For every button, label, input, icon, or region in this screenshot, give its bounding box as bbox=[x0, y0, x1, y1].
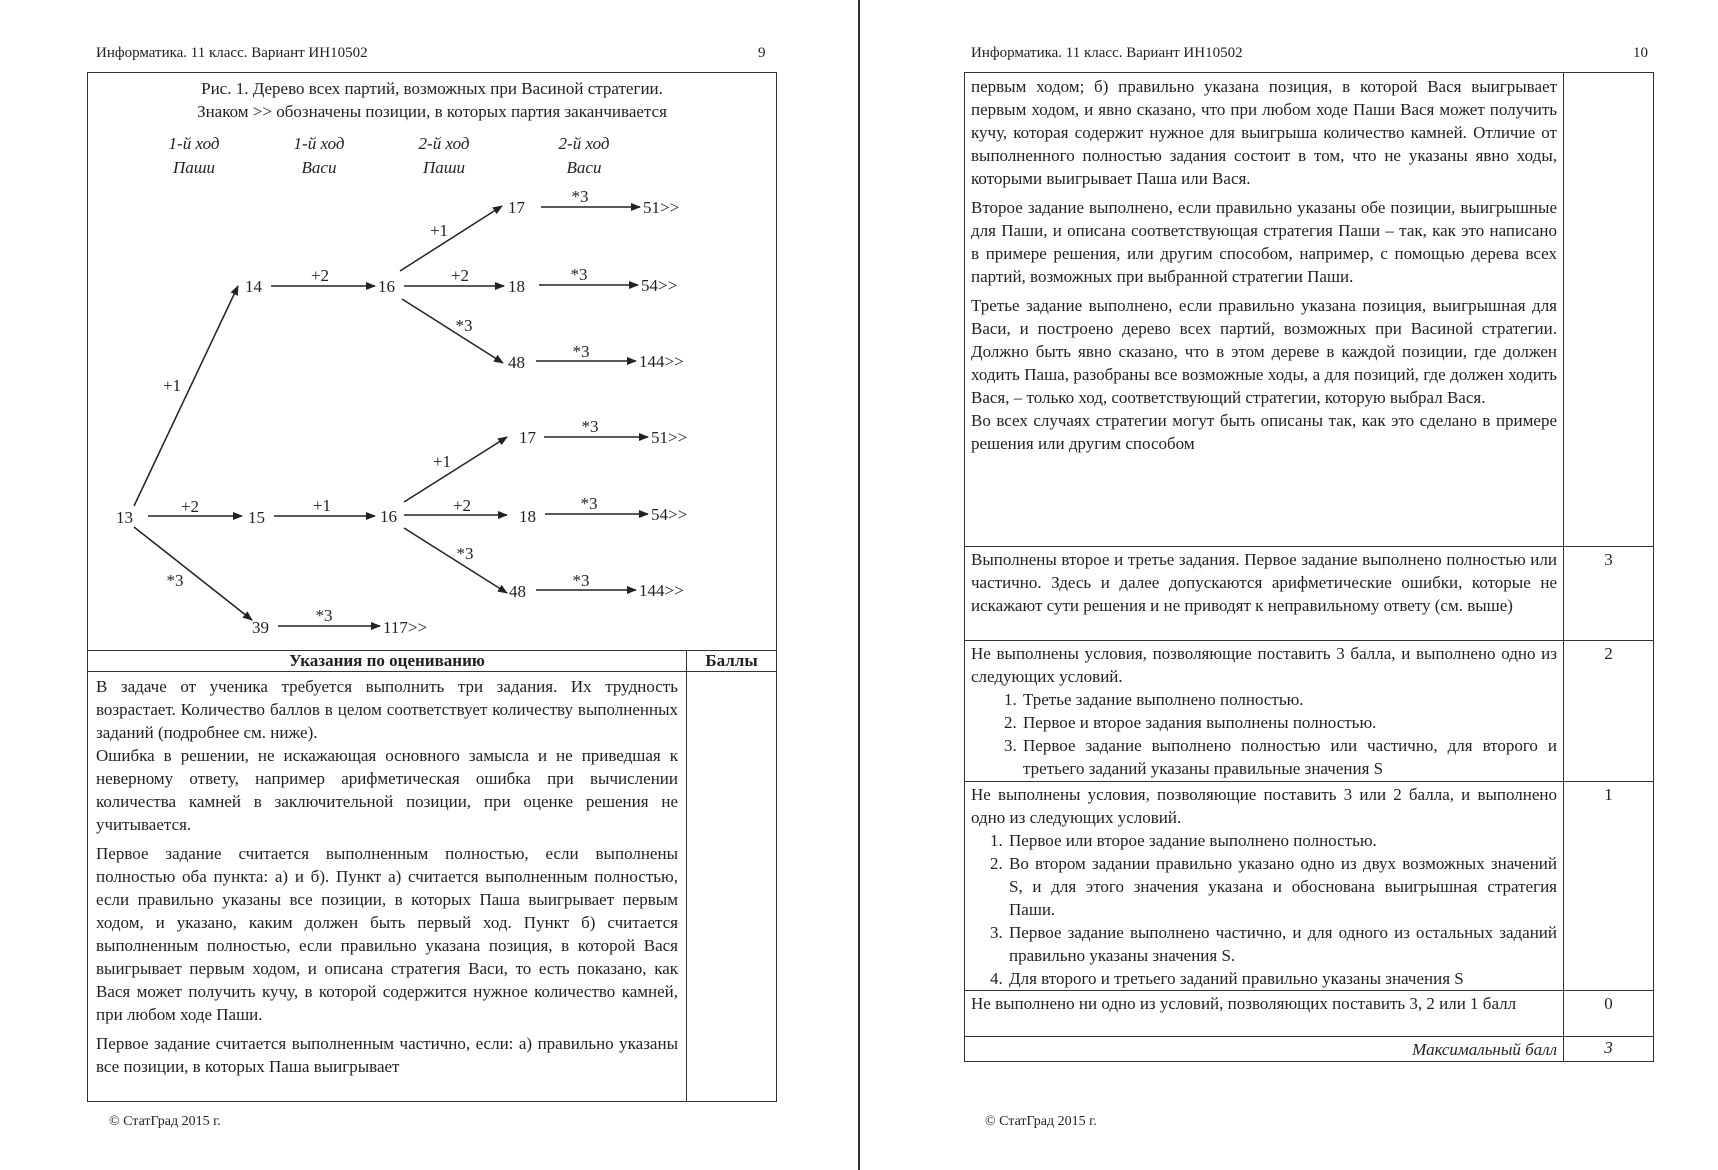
edge-label: +2 bbox=[452, 496, 472, 515]
tree-node: 48 bbox=[508, 353, 525, 372]
score-value: 3 bbox=[1604, 550, 1613, 569]
column-header: 1-й ход bbox=[293, 134, 345, 153]
max-score-label: Максимальный балл bbox=[1412, 1040, 1557, 1059]
divider bbox=[88, 671, 776, 672]
criteria-row: Не выполнено ни одно из условий, позволяющих поставить 3, 2 или 1 балл bbox=[971, 994, 1517, 1013]
condition-intro: Не выполнены условия, позволяющие поставить 3 или 2 балла, и выполнено одно из следующих условий. bbox=[971, 785, 1557, 827]
content-frame bbox=[87, 72, 777, 1102]
tree-node: 51>> bbox=[643, 198, 680, 217]
edge-label: *3 bbox=[580, 494, 598, 513]
page-header: Информатика. 11 класс. Вариант ИН10502 bbox=[96, 45, 368, 61]
tree-node: 48 bbox=[509, 582, 526, 601]
page-footer: © СтатГрад 2015 г. bbox=[985, 1114, 1097, 1129]
row-divider bbox=[965, 640, 1653, 641]
tree-node: 144>> bbox=[639, 581, 684, 600]
edge-label: +2 bbox=[450, 266, 470, 285]
edge-label: +2 bbox=[180, 497, 200, 516]
score-value: 2 bbox=[1604, 644, 1613, 663]
column-header: 1-й ход bbox=[168, 134, 220, 153]
tree-node: 14 bbox=[245, 277, 262, 296]
page-header: Информатика. 11 класс. Вариант ИН10502 bbox=[971, 45, 1243, 61]
criteria-row bbox=[971, 642, 1557, 780]
condition-list bbox=[971, 829, 1557, 990]
tree-node: 51>> bbox=[651, 428, 688, 447]
caption-line: Рис. 1. Дерево всех партий, возможных при Васиной стратегии. bbox=[201, 79, 663, 98]
criteria-row: Выполнены второе и третье задания. Первое задание выполнено полностью или частично. Здесь и далее допускаются арифметические ошибки, которые не искажают сути решения и не приводят к неправильному ответу (см. выше) bbox=[971, 550, 1557, 615]
column-header: Васи bbox=[301, 158, 337, 177]
tree-node: 17 bbox=[508, 198, 525, 217]
max-score-value: 3 bbox=[1604, 1038, 1613, 1057]
edge-label: *3 bbox=[315, 606, 333, 625]
tree-node: 117>> bbox=[383, 618, 428, 637]
page-number: 9 bbox=[758, 45, 766, 61]
row-divider bbox=[965, 781, 1653, 782]
condition-intro: Не выполнены условия, позволяющие поставить 3 балла, и выполнено одно из следующих условий. bbox=[971, 644, 1557, 686]
condition-list bbox=[971, 688, 1557, 780]
paragraph: первым ходом; б) правильно указана позиция, в которой Вася выигрывает первым ходом, и явно сказано, что при любом ходе Паши Вася может получить кучу, которая содержит нужное для выигрыша количество камней. Отличие от выполненного полностью задания состоит в том, что не указаны явно ходы, которыми выигрывает Паша или Вася. bbox=[971, 77, 1557, 188]
tree-node: 54>> bbox=[651, 505, 688, 524]
column-divider bbox=[686, 650, 687, 1101]
condition-item: 1. Первое или второе задание выполнено полностью. bbox=[1007, 829, 1557, 852]
edge-label: *3 bbox=[572, 571, 590, 590]
column-header: 2-й ход bbox=[558, 134, 610, 153]
row-divider bbox=[965, 546, 1653, 547]
paragraph: Во всех случаях стратегии могут быть описаны так, как это сделано в примере решения или другим способом bbox=[971, 411, 1557, 453]
edge-label: +1 bbox=[429, 221, 449, 240]
column-header: Васи bbox=[566, 158, 602, 177]
edge-label: *3 bbox=[572, 342, 590, 361]
table-header-points: Баллы bbox=[705, 651, 758, 670]
edge-label: +1 bbox=[312, 496, 332, 515]
condition-item: 2. Первое и второе задания выполнены полностью. bbox=[1021, 711, 1557, 734]
page-number: 10 bbox=[1633, 45, 1648, 61]
edge-arrow bbox=[402, 299, 503, 363]
tree-node: 16 bbox=[378, 277, 395, 296]
edge-label: *3 bbox=[571, 187, 589, 206]
score-value: 0 bbox=[1604, 994, 1613, 1013]
tree-node: 54>> bbox=[641, 276, 678, 295]
edge-label: *3 bbox=[570, 265, 588, 284]
paragraph: Первое задание считается выполненным частично, если: а) правильно указаны все позиции, в которых Паша выигрывает bbox=[96, 1034, 678, 1076]
edge-arrow bbox=[400, 206, 502, 271]
edge-label: +1 bbox=[162, 376, 182, 395]
column-header: 2-й ход bbox=[418, 134, 470, 153]
condition-item: 4. Для второго и третьего заданий правильно указаны значения S bbox=[1007, 967, 1557, 990]
right-page bbox=[860, 0, 1718, 1170]
edge-label: *3 bbox=[455, 316, 473, 335]
criteria-row bbox=[971, 75, 1557, 455]
paragraph: Второе задание выполнено, если правильно указаны обе позиции, выигрышные для Паши, и описана соответствующая стратегия Паши – так, как это написано в примере решения, или другим способом, например, с помощью дерева всех партий, возможных при выбранной стратегии Паши. bbox=[971, 198, 1557, 286]
paragraph: Ошибка в решении, не искажающая основного замысла и не приведшая к неверному ответу, например арифметическая ошибка при вычислении количества камней в заключительной позиции, при оценке решения не учитывается. bbox=[96, 746, 678, 834]
edge-label: *3 bbox=[581, 417, 599, 436]
tree-node: 18 bbox=[519, 507, 536, 526]
tree-node: 18 bbox=[508, 277, 525, 296]
tree-node: 39 bbox=[252, 618, 269, 637]
edge-arrow bbox=[404, 437, 507, 502]
tree-node: 15 bbox=[248, 508, 265, 527]
row-divider bbox=[965, 990, 1653, 991]
edge-arrow bbox=[134, 527, 252, 620]
page-footer: © СтатГрад 2015 г. bbox=[109, 1114, 221, 1129]
instructions-text bbox=[96, 675, 678, 1078]
edge-label: *3 bbox=[456, 544, 474, 563]
edge-label: *3 bbox=[166, 571, 184, 590]
paragraph: Третье задание выполнено, если правильно указана позиция, выигрышная для Васи, и построено дерево всех партий, возможных при Васиной стратегии. Должно быть явно сказано, что в этом дереве в каждой позиции, где должен ходить Паша, разобраны все возможные ходы, а для позиций, где должен ходить Вася, – только ход, соответствующий стратегии, которую выбрал Вася. bbox=[971, 296, 1557, 407]
tree-node: 144>> bbox=[639, 352, 684, 371]
tree-node: 16 bbox=[380, 507, 397, 526]
edge-arrow bbox=[134, 286, 238, 506]
edge-label: +2 bbox=[310, 266, 330, 285]
paragraph: В задаче от ученика требуется выполнить три задания. Их трудность возрастает. Количество баллов в целом соответствует количеству выполненных заданий (подробнее см. ниже). bbox=[96, 677, 678, 742]
condition-item: 3. Первое задание выполнено полностью или частично, для второго и третьего заданий указаны правильные значения S bbox=[1021, 734, 1557, 780]
table-header-instructions: Указания по оцениванию bbox=[289, 651, 485, 670]
edge-label: +1 bbox=[432, 452, 452, 471]
column-header: Паши bbox=[172, 158, 216, 177]
tree-node: 13 bbox=[116, 508, 133, 527]
caption-line: Знаком >> обозначены позиции, в которых партия заканчивается bbox=[197, 102, 667, 121]
row-divider bbox=[965, 1036, 1653, 1037]
content-frame bbox=[964, 72, 1654, 1062]
tree-node: 17 bbox=[519, 428, 536, 447]
condition-item: 3. Первое задание выполнено частично, и для одного из остальных заданий правильно указаны значения S. bbox=[1007, 921, 1557, 967]
edge-arrow bbox=[404, 528, 507, 593]
score-value: 1 bbox=[1604, 785, 1613, 804]
game-tree-diagram bbox=[88, 73, 776, 648]
left-page bbox=[0, 0, 858, 1170]
paragraph: Первое задание считается выполненным полностью, если выполнены полностью оба пункта: а) и б). Пункт а) считается выполненным полностью, если правильно указаны все позиции, в которых Паша выигрывает первым ходом, и указано, каким должен быть первый ход. Пункт б) считается выполненным полностью, если правильно указана позиция, в которой Вася выигрывает первым ходом, и описана стратегия Васи, то есть показано, как Вася может получить кучу, в которой содержится нужное количество камней, при любом ходе Паши. bbox=[96, 844, 678, 1024]
column-header: Паши bbox=[422, 158, 466, 177]
condition-item: 1. Третье задание выполнено полностью. bbox=[1021, 688, 1557, 711]
criteria-row bbox=[971, 783, 1557, 990]
condition-item: 2. Во втором задании правильно указано одно из двух возможных значений S, и для этого значения указана и обоснована выигрышная стратегия Паши. bbox=[1007, 852, 1557, 921]
